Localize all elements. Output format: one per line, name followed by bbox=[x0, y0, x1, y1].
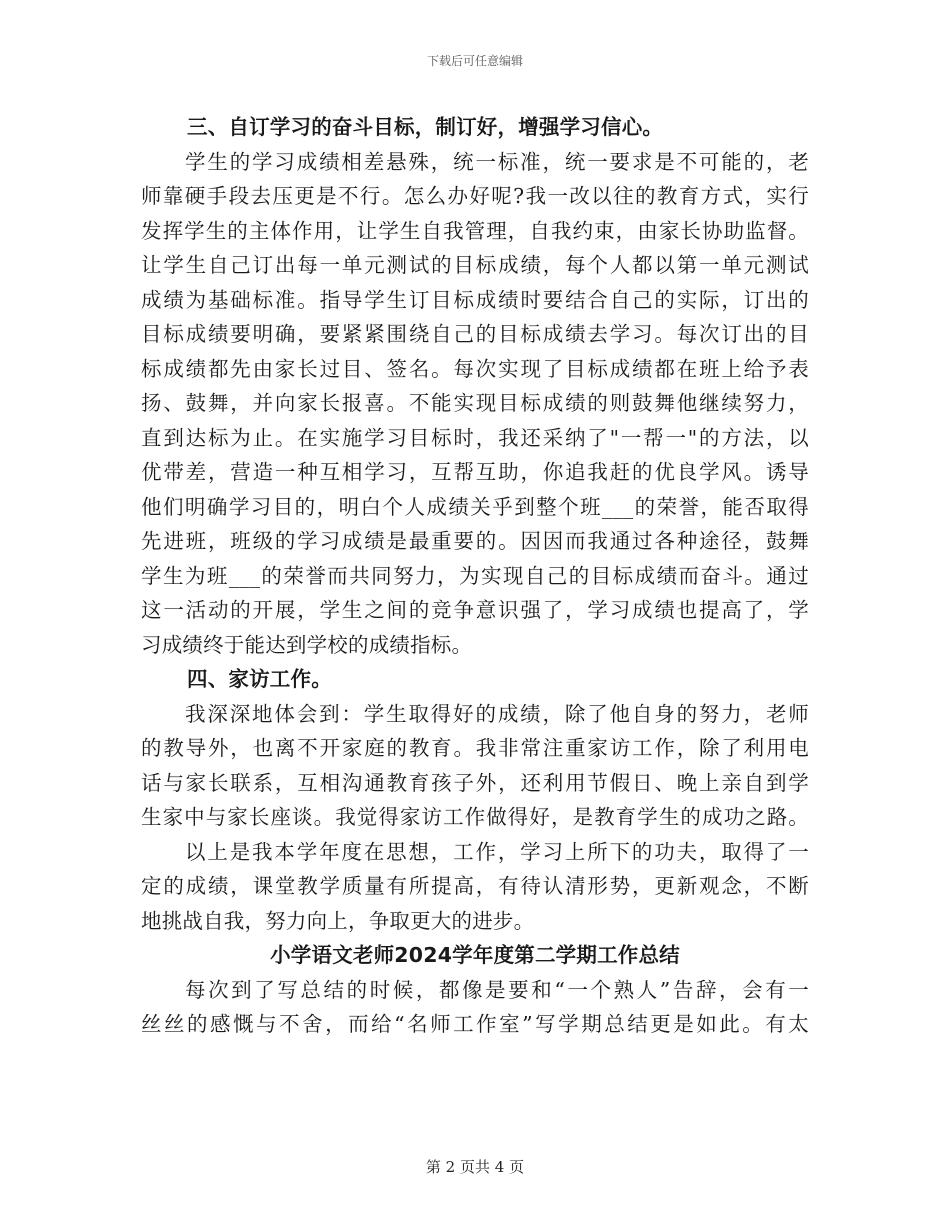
paragraph-line: 学生的学习成绩相差悬殊，统一标准，统一要求是不可能的，老 bbox=[185, 149, 809, 174]
paragraph-line: 先进班，班级的学习成绩是最重要的。因因而我通过各种途径，鼓舞 bbox=[141, 529, 809, 553]
document-body bbox=[141, 110, 809, 1042]
paragraph-line: 发挥学生的主体作用，让学生自我管理，自我约束，由家长协助监督。 bbox=[141, 218, 809, 243]
paragraph-line: 话与家长联系，互相沟通教育孩子外，还利用节假日、晚上亲自到学 bbox=[141, 770, 809, 795]
paragraph-line: 习成绩终于能达到学校的成绩指标。 bbox=[141, 632, 473, 657]
paragraph-line: 让学生自己订出每一单元测试的目标成绩，每个人都以第一单元测试 bbox=[141, 253, 809, 277]
paragraph-line: 以上是我本学年度在思想，工作，学习上所下的功夫，取得了一 bbox=[185, 839, 809, 864]
paragraph-line: 我深深地体会到：学生取得好的成绩，除了他自身的努力，老师 bbox=[185, 701, 809, 726]
paragraph-line: 标成绩都先由家长过目、签名。每次实现了目标成绩都在班上给予表 bbox=[141, 356, 809, 381]
paragraph-line: 成绩为基础标准。指导学生订目标成绩时要结合自己的实际，订出的 bbox=[141, 287, 809, 312]
paragraph-line: 地挑战自我，努力向上，争取更大的进步。 bbox=[141, 908, 535, 933]
page-number-footer: 第 2 页共 4 页 bbox=[425, 1158, 525, 1176]
header-note: 下载后可任意编辑 bbox=[426, 54, 523, 68]
paragraph-line: 的教导外，也离不开家庭的教育。我非常注重家访工作，除了利用电 bbox=[141, 736, 809, 760]
article-title: 小学语文老师2024学年度第二学期工作总结 bbox=[270, 943, 680, 967]
paragraph-line: 目标成绩要明确，要紧紧围绕自己的目标成绩去学习。每次订出的目 bbox=[141, 322, 809, 346]
paragraph-line: 直到达标为止。在实施学习目标时，我还采纳了"一帮一"的方法，以 bbox=[141, 425, 809, 450]
paragraph-line: 丝丝的感慨与不舍，而给“名师工作室”写学期总结更是如此。有太 bbox=[141, 1012, 809, 1036]
paragraph-line: 学生为班___的荣誉而共同努力，为实现自己的目标成绩而奋斗。通过 bbox=[141, 563, 809, 588]
paragraph-line: 他们明确学习目的，明白个人成绩关乎到整个班___的荣誉，能否取得 bbox=[141, 494, 809, 519]
section-3-heading: 三、自订学习的奋斗目标，制订好，增强学习信心。 bbox=[187, 115, 664, 139]
paragraph-line: 这一活动的开展，学生之间的竞争意识强了，学习成绩也提高了，学 bbox=[141, 598, 809, 622]
paragraph-line: 扬、鼓舞，并向家长报喜。不能实现目标成绩的则鼓舞他继续努力， bbox=[141, 391, 809, 415]
paragraph-line: 优带差，营造一种互相学习，互帮互助，你追我赶的优良学风。诱导 bbox=[141, 460, 809, 484]
section-4-heading: 四、家访工作。 bbox=[187, 667, 332, 691]
paragraph-line: 每次到了写总结的时候，都像是要和“一个熟人”告辞，会有一 bbox=[185, 977, 809, 1002]
paragraph-line: 生家中与家长座谈。我觉得家访工作做得好，是教育学生的成功之路。 bbox=[141, 805, 809, 829]
paragraph-line: 师靠硬手段去压更是不行。怎么办好呢?我一改以往的教育方式，实行 bbox=[141, 184, 809, 208]
paragraph-line: 定的成绩，课堂教学质量有所提高，有待认清形势，更新观念，不断 bbox=[141, 874, 809, 898]
